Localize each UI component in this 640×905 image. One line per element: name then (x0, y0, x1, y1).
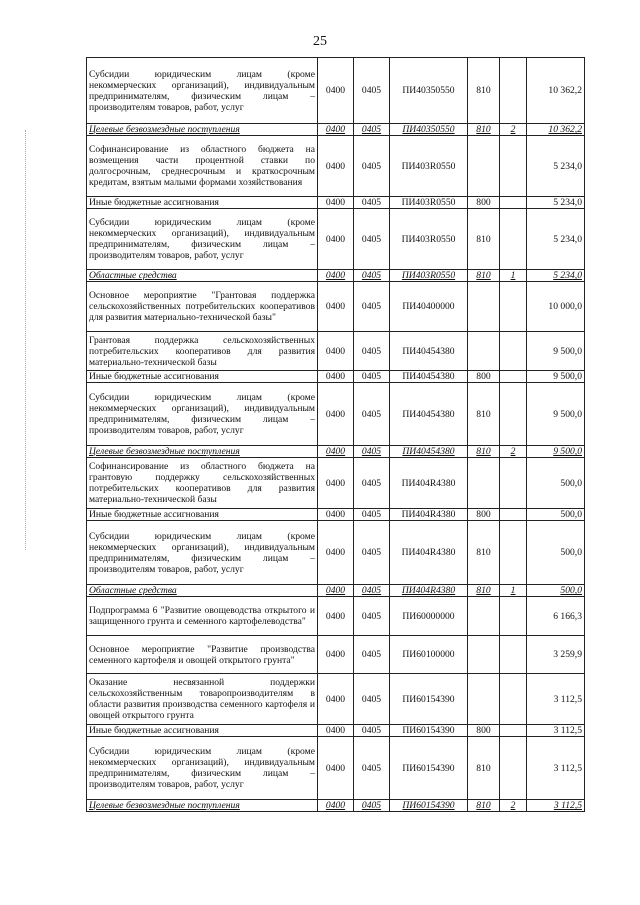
section-code: 0400 (318, 209, 354, 270)
budget-table (86, 57, 585, 812)
target-article-code: ПИ40454380 (390, 383, 468, 446)
target-article-code: ПИ60000000 (390, 597, 468, 636)
subsection-code: 0405 (354, 674, 390, 725)
amount: 3 112,5 (527, 674, 585, 725)
target-article-code: ПИ403R0550 (390, 270, 468, 282)
target-article-code: ПИ40454380 (390, 332, 468, 371)
source-code (500, 458, 527, 509)
subsection-code: 0405 (354, 124, 390, 136)
section-code: 0400 (318, 332, 354, 371)
source-code (500, 209, 527, 270)
source-code: 2 (500, 800, 527, 812)
table-row (87, 800, 585, 812)
source-code (500, 58, 527, 124)
amount: 10 362,2 (527, 58, 585, 124)
section-code: 0400 (318, 136, 354, 197)
subsection-code: 0405 (354, 521, 390, 585)
section-code: 0400 (318, 197, 354, 209)
table-row (87, 737, 585, 800)
source-code (500, 282, 527, 332)
source-code (500, 371, 527, 383)
target-article-code: ПИ404R4380 (390, 509, 468, 521)
target-article-code: ПИ404R4380 (390, 585, 468, 597)
row-description: Областные средства (87, 270, 318, 282)
amount: 500,0 (527, 585, 585, 597)
row-description: Иные бюджетные ассигнования (87, 371, 318, 383)
section-code: 0400 (318, 446, 354, 458)
target-article-code: ПИ40454380 (390, 371, 468, 383)
expense-type-code: 810 (468, 270, 500, 282)
source-code: 2 (500, 446, 527, 458)
row-description: Основное мероприятие "Развитие производства семенного картофеля и овощей открытого грунта" (87, 636, 318, 674)
target-article-code: ПИ403R0550 (390, 197, 468, 209)
source-code (500, 521, 527, 585)
subsection-code: 0405 (354, 332, 390, 371)
row-description: Основное мероприятие "Грантовая поддержка сельскохозяйственных потребительских кооперативов для развития материально-технической базы" (87, 282, 318, 332)
amount: 3 112,5 (527, 737, 585, 800)
expense-type-code (468, 332, 500, 371)
amount: 3 112,5 (527, 800, 585, 812)
section-code: 0400 (318, 270, 354, 282)
subsection-code: 0405 (354, 371, 390, 383)
target-article-code: ПИ40350550 (390, 124, 468, 136)
target-article-code: ПИ60154390 (390, 674, 468, 725)
row-description: Иные бюджетные ассигнования (87, 725, 318, 737)
row-description: Целевые безвозмездные поступления (87, 800, 318, 812)
source-code (500, 674, 527, 725)
section-code: 0400 (318, 509, 354, 521)
target-article-code: ПИ60100000 (390, 636, 468, 674)
table-row (87, 636, 585, 674)
target-article-code: ПИ40350550 (390, 58, 468, 124)
table-row (87, 197, 585, 209)
target-article-code: ПИ40400000 (390, 282, 468, 332)
expense-type-code (468, 136, 500, 197)
source-code (500, 509, 527, 521)
target-article-code: ПИ404R4380 (390, 458, 468, 509)
source-code: 2 (500, 124, 527, 136)
subsection-code: 0405 (354, 446, 390, 458)
section-code: 0400 (318, 521, 354, 585)
row-description: Грантовая поддержка сельскохозяйственных потребительских кооперативов для развития материально-технической базы (87, 332, 318, 371)
row-description: Субсидии юридическим лицам (кроме некоммерческих организаций), индивидуальным предпринимателям, физическим лицам – производителям товаров, работ, услуг (87, 209, 318, 270)
table-row (87, 270, 585, 282)
amount: 3 112,5 (527, 725, 585, 737)
amount: 3 259,9 (527, 636, 585, 674)
table-row (87, 521, 585, 585)
table-row (87, 446, 585, 458)
amount: 9 500,0 (527, 371, 585, 383)
amount: 500,0 (527, 458, 585, 509)
row-description: Субсидии юридическим лицам (кроме некоммерческих организаций), индивидуальным предпринимателям, физическим лицам – производителям товаров, работ, услуг (87, 383, 318, 446)
expense-type-code: 800 (468, 197, 500, 209)
table-row (87, 725, 585, 737)
target-article-code: ПИ60154390 (390, 800, 468, 812)
subsection-code: 0405 (354, 737, 390, 800)
expense-type-code: 800 (468, 725, 500, 737)
table-row (87, 585, 585, 597)
target-article-code: ПИ404R4380 (390, 521, 468, 585)
expense-type-code: 810 (468, 209, 500, 270)
amount: 5 234,0 (527, 197, 585, 209)
section-code: 0400 (318, 674, 354, 725)
section-code: 0400 (318, 737, 354, 800)
row-description: Оказание несвязанной поддержки сельскохозяйственным товаропроизводителям в области развития производства семенного картофеля и овощей открытого грунта (87, 674, 318, 725)
section-code: 0400 (318, 458, 354, 509)
table-row (87, 597, 585, 636)
section-code: 0400 (318, 800, 354, 812)
table-row (87, 674, 585, 725)
source-code: 1 (500, 270, 527, 282)
subsection-code: 0405 (354, 209, 390, 270)
source-code (500, 597, 527, 636)
source-code (500, 383, 527, 446)
table-row (87, 136, 585, 197)
margin-line (25, 130, 26, 550)
subsection-code: 0405 (354, 636, 390, 674)
source-code (500, 136, 527, 197)
subsection-code: 0405 (354, 725, 390, 737)
amount: 5 234,0 (527, 270, 585, 282)
expense-type-code: 810 (468, 446, 500, 458)
row-description: Целевые безвозмездные поступления (87, 124, 318, 136)
row-description: Иные бюджетные ассигнования (87, 197, 318, 209)
section-code: 0400 (318, 597, 354, 636)
expense-type-code: 810 (468, 383, 500, 446)
target-article-code: ПИ60154390 (390, 725, 468, 737)
amount: 5 234,0 (527, 136, 585, 197)
amount: 5 234,0 (527, 209, 585, 270)
subsection-code: 0405 (354, 197, 390, 209)
target-article-code: ПИ60154390 (390, 737, 468, 800)
subsection-code: 0405 (354, 458, 390, 509)
row-description: Субсидии юридическим лицам (кроме некоммерческих организаций), индивидуальным предпринимателям, физическим лицам – производителям товаров, работ, услуг (87, 58, 318, 124)
table-row (87, 371, 585, 383)
section-code: 0400 (318, 636, 354, 674)
amount: 10 362,2 (527, 124, 585, 136)
section-code: 0400 (318, 371, 354, 383)
source-code: 1 (500, 585, 527, 597)
source-code (500, 197, 527, 209)
row-description: Целевые безвозмездные поступления (87, 446, 318, 458)
subsection-code: 0405 (354, 270, 390, 282)
row-description: Субсидии юридическим лицам (кроме некоммерческих организаций), индивидуальным предпринимателям, физическим лицам – производителям товаров, работ, услуг (87, 737, 318, 800)
table-row (87, 458, 585, 509)
expense-type-code: 800 (468, 509, 500, 521)
expense-type-code (468, 282, 500, 332)
subsection-code: 0405 (354, 509, 390, 521)
row-description: Софинансирование из областного бюджета на грантовую поддержку сельскохозяйственных потребительских кооперативов для развития материально-технической базы (87, 458, 318, 509)
subsection-code: 0405 (354, 282, 390, 332)
amount: 9 500,0 (527, 446, 585, 458)
section-code: 0400 (318, 124, 354, 136)
table-row (87, 124, 585, 136)
subsection-code: 0405 (354, 597, 390, 636)
page-number: 25 (313, 34, 327, 49)
section-code: 0400 (318, 725, 354, 737)
section-code: 0400 (318, 58, 354, 124)
expense-type-code: 810 (468, 521, 500, 585)
expense-type-code (468, 674, 500, 725)
table-row (87, 383, 585, 446)
amount: 500,0 (527, 521, 585, 585)
target-article-code: ПИ40454380 (390, 446, 468, 458)
expense-type-code (468, 636, 500, 674)
section-code: 0400 (318, 282, 354, 332)
expense-type-code: 810 (468, 58, 500, 124)
target-article-code: ПИ403R0550 (390, 136, 468, 197)
subsection-code: 0405 (354, 58, 390, 124)
source-code (500, 725, 527, 737)
amount: 9 500,0 (527, 332, 585, 371)
subsection-code: 0405 (354, 800, 390, 812)
subsection-code: 0405 (354, 585, 390, 597)
section-code: 0400 (318, 383, 354, 446)
table-row (87, 509, 585, 521)
row-description: Областные средства (87, 585, 318, 597)
expense-type-code (468, 597, 500, 636)
amount: 10 000,0 (527, 282, 585, 332)
amount: 500,0 (527, 509, 585, 521)
source-code (500, 636, 527, 674)
subsection-code: 0405 (354, 136, 390, 197)
subsection-code: 0405 (354, 383, 390, 446)
row-description: Софинансирование из областного бюджета на возмещения части процентной ставки по долгосрочным, среднесрочным и краткосрочным кредитам, взятым малыми формами хозяйствования (87, 136, 318, 197)
expense-type-code (468, 458, 500, 509)
expense-type-code: 810 (468, 124, 500, 136)
row-description: Подпрограмма 6 "Развитие овощеводства открытого и защищенного грунта и семенного картофелеводства" (87, 597, 318, 636)
table-row (87, 209, 585, 270)
expense-type-code: 810 (468, 800, 500, 812)
amount: 6 166,3 (527, 597, 585, 636)
table-row (87, 282, 585, 332)
table-row (87, 332, 585, 371)
source-code (500, 332, 527, 371)
section-code: 0400 (318, 585, 354, 597)
target-article-code: ПИ403R0550 (390, 209, 468, 270)
row-description: Иные бюджетные ассигнования (87, 509, 318, 521)
amount: 9 500,0 (527, 383, 585, 446)
expense-type-code: 810 (468, 585, 500, 597)
row-description: Субсидии юридическим лицам (кроме некоммерческих организаций), индивидуальным предпринимателям, физическим лицам – производителям товаров, работ, услуг (87, 521, 318, 585)
table-row (87, 58, 585, 124)
source-code (500, 737, 527, 800)
expense-type-code: 810 (468, 737, 500, 800)
expense-type-code: 800 (468, 371, 500, 383)
